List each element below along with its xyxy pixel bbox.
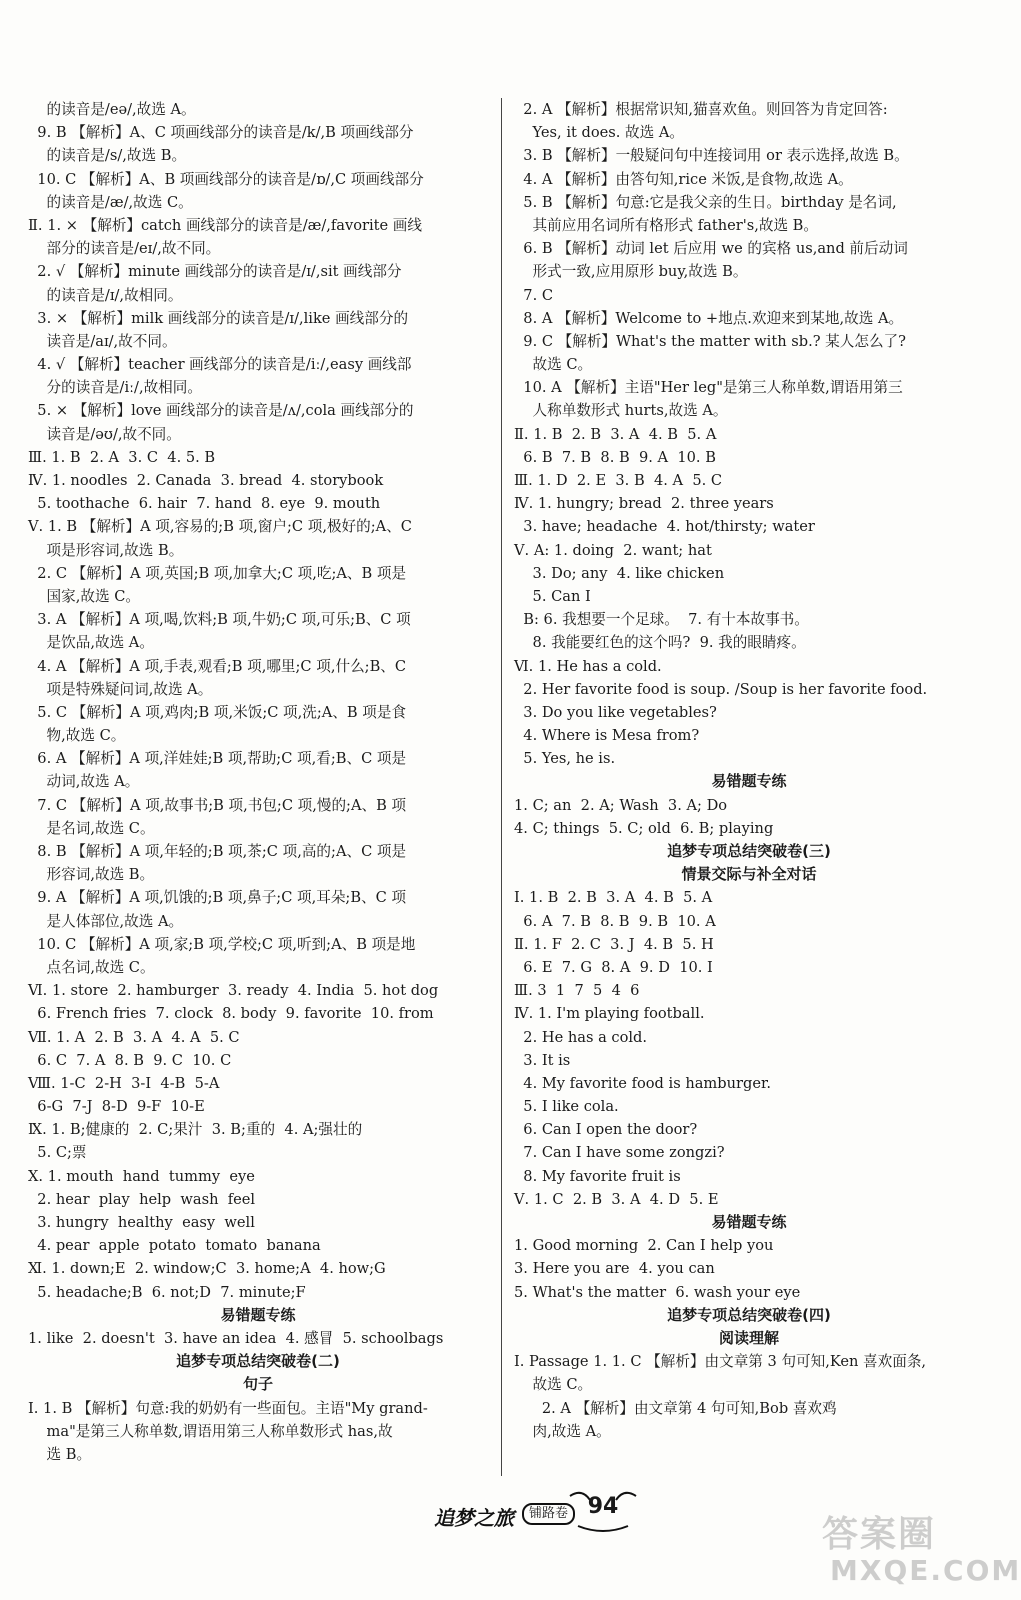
answer-line: 是人体部位,故选 A。 xyxy=(28,912,184,930)
section-heading: 情景交际与补全对话 xyxy=(681,865,817,884)
answer-line: 其前应用名词所有格形式 father's,故选 B。 xyxy=(514,216,818,234)
section-heading: 句子 xyxy=(242,1375,273,1394)
answer-line: 的读音是/ɪ/,故相同。 xyxy=(28,286,183,304)
answer-line: 3. Do you like vegetables? xyxy=(514,703,717,721)
answer-line: 5. Can I xyxy=(514,587,591,605)
answer-line: Ⅴ. 1. C 2. B 3. A 4. D 5. E xyxy=(514,1190,719,1208)
answer-line: 3. It is xyxy=(514,1051,571,1069)
answer-line: 5. What's the matter 6. wash your eye xyxy=(514,1283,801,1301)
answer-line: 1. Good morning 2. Can I help you xyxy=(514,1237,774,1255)
answer-line: 5. headache;B 6. not;D 7. minute;F xyxy=(28,1283,306,1301)
answer-line: 6-G 7-J 8-D 9-F 10-E xyxy=(28,1098,205,1116)
answer-line: 6. Can I open the door? xyxy=(514,1121,698,1139)
answer-line: 3. hungry healthy easy well xyxy=(28,1214,255,1231)
answer-line: Ⅴ. 1. B 【解析】A 项,容易的;B 项,窗户;C 项,极好的;A、C xyxy=(28,518,412,536)
answer-line: 读音是/əʊ/,故不同。 xyxy=(28,425,181,443)
answer-line: 7. C 【解析】A 项,故事书;B 项,书包;C 项,慢的;A、B 项 xyxy=(28,796,407,814)
answer-line: 是饮品,故选 A。 xyxy=(28,634,154,652)
answer-line: 3. A 【解析】A 项,喝,饮料;B 项,牛奶;C 项,可乐;B、C 项 xyxy=(28,611,411,629)
answer-line: 8. 我能要红色的这个吗? 9. 我的眼睛疼。 xyxy=(514,634,806,652)
answer-line: 的读音是/æ/,故选 C。 xyxy=(28,193,193,211)
watermark-top-text: 答案圈 xyxy=(822,1514,937,1555)
section-heading: 易错题专练 xyxy=(711,1213,787,1231)
answer-line: 4. pear apple potato tomato banana xyxy=(28,1237,321,1255)
answer-line: 4. C; things 5. C; old 6. B; playing xyxy=(514,819,774,837)
answer-line: 国家,故选 C。 xyxy=(28,587,140,605)
answer-line: 项是形容词,故选 B。 xyxy=(28,541,184,559)
answer-line: 6. A 7. B 8. B 9. B 10. A xyxy=(514,912,716,930)
section-heading: 易错题专练 xyxy=(711,772,787,791)
answer-line: 4. √ 【解析】teacher 画线部分的读音是/iː/,easy 画线部 xyxy=(28,356,412,374)
answer-line: 1. C; an 2. A; Wash 3. A; Do xyxy=(514,796,728,814)
answer-line: 2. Her favorite food is soup. /Soup is her favorite food. xyxy=(514,680,928,698)
answer-line: 部分的读音是/eɪ/,故不同。 xyxy=(28,240,221,258)
answer-line: Ⅺ. 1. down;E 2. window;C 3. home;A 4. how;G xyxy=(28,1260,386,1278)
answer-line: Ⅰ. 1. B 2. B 3. A 4. B 5. A xyxy=(514,889,713,907)
answer-line: 4. My favorite food is hamburger. xyxy=(514,1074,771,1092)
answer-line: 9. B 【解析】A、C 项画线部分的读音是/k/,B 项画线部分 xyxy=(28,124,414,142)
series-logo: 追梦之旅 xyxy=(434,1506,514,1530)
answer-line: Ⅳ. 1. hungry; bread 2. three years xyxy=(514,495,774,513)
answer-line: 3. Here you are 4. you can xyxy=(514,1260,715,1278)
answer-line: 6. C 7. A 8. B 9. C 10. C xyxy=(28,1051,232,1069)
answer-line: 是名词,故选 C。 xyxy=(28,819,155,837)
answer-line: 5. C 【解析】A 项,鸡肉;B 项,米饭;C 项,洗;A、B 项是食 xyxy=(28,703,407,721)
answer-line: 分的读音是/iː/,故相同。 xyxy=(28,379,202,397)
answer-line: 项是特殊疑问词,故选 A。 xyxy=(28,680,213,698)
answer-line: 3. Do; any 4. like chicken xyxy=(514,564,725,582)
answer-line: 7. Can I have some zongzi? xyxy=(514,1144,725,1162)
answer-line: 6. B 7. B 8. B 9. A 10. B xyxy=(514,448,716,466)
answer-line: 5. I like cola. xyxy=(514,1098,619,1116)
answer-line: 动词,故选 A。 xyxy=(28,773,140,791)
answer-line: 肉,故选 A。 xyxy=(514,1422,611,1440)
answer-line: Ⅵ. 1. store 2. hamburger 3. ready 4. India 5. hot dog xyxy=(28,982,439,1000)
page-number: 94 xyxy=(587,1494,619,1519)
answer-line: 2. He has a cold. xyxy=(514,1028,648,1046)
answer-line: 的读音是/eə/,故选 A。 xyxy=(28,101,196,118)
left-column xyxy=(28,98,488,1466)
answer-line: Ⅷ. 1-C 2-H 3-I 4-B 5-A xyxy=(28,1074,220,1092)
answer-line: 9. A 【解析】A 项,饥饿的;B 项,鼻子;C 项,耳朵;B、C 项 xyxy=(28,889,407,907)
answer-line: 9. C 【解析】What's the matter with sb.? 某人怎么了? xyxy=(514,332,906,350)
answer-line: 3. have; headache 4. hot/thirsty; water xyxy=(514,518,815,536)
watermark-bottom-text: MXQE.COM xyxy=(830,1554,1021,1587)
answer-line: 5. toothache 6. hair 7. hand 8. eye 9. mouth xyxy=(28,495,381,513)
section-heading: 追梦专项总结突破卷(二) xyxy=(176,1352,340,1371)
answer-line: Ⅳ. 1. I'm playing football. xyxy=(514,1005,705,1023)
answer-line: Ⅳ. 1. noodles 2. Canada 3. bread 4. storybook xyxy=(28,472,384,489)
answer-line: 5. C;票 xyxy=(28,1144,87,1162)
answer-line: 8. B 【解析】A 项,年轻的;B 项,茶;C 项,高的;A、C 项是 xyxy=(28,843,407,860)
answer-line: Ⅲ. 1. B 2. A 3. C 4. 5. B xyxy=(28,448,216,466)
answer-line: 故选 C。 xyxy=(514,356,593,374)
answer-line: Ⅲ. 1. D 2. E 3. B 4. A 5. C xyxy=(514,472,723,489)
answer-line: 人称单数形式 hurts,故选 A。 xyxy=(514,402,728,420)
answer-line: 8. A 【解析】Welcome to +地点.欢迎来到某地,故选 A。 xyxy=(514,309,904,327)
answer-line: 点名词,故选 C。 xyxy=(28,958,155,976)
answer-line: 物,故选 C。 xyxy=(28,727,126,745)
answer-line: Ⅵ. 1. He has a cold. xyxy=(514,657,662,675)
answer-line: 4. A 【解析】由答句知,rice 米饭,是食物,故选 A。 xyxy=(514,170,853,188)
answer-line: 4. Where is Mesa from? xyxy=(514,727,700,745)
answer-line: 7. C xyxy=(514,286,554,304)
answer-line: 3. × 【解析】milk 画线部分的读音是/ɪ/,like 画线部分的 xyxy=(28,309,409,327)
answer-line: 10. A 【解析】主语"Her leg"是第三人称单数,谓语用第三 xyxy=(514,379,903,397)
answer-line: Ⅱ. 1. F 2. C 3. J 4. B 5. H xyxy=(514,935,714,953)
answer-line: 10. C 【解析】A、B 项画线部分的读音是/ɒ/,C 项画线部分 xyxy=(28,170,424,188)
answer-line: 3. B 【解析】一般疑问句中连接词用 or 表示选择,故选 B。 xyxy=(514,147,909,165)
answer-line: 2. A 【解析】根据常识知,猫喜欢鱼。则回答为肯定回答: xyxy=(514,101,888,118)
answer-line: Ⅱ. 1. × 【解析】catch 画线部分的读音是/æ/,favorite 画线 xyxy=(28,216,422,234)
answer-line: Ⅱ. 1. B 2. B 3. A 4. B 5. A xyxy=(514,425,717,443)
answer-line: 读音是/aɪ/,故不同。 xyxy=(28,332,177,350)
answer-line: 形式一致,应用原形 buy,故选 B。 xyxy=(514,263,748,281)
answer-line: 6. French fries 7. clock 8. body 9. favorite 10. from xyxy=(28,1005,434,1023)
section-heading: 易错题专练 xyxy=(220,1305,296,1324)
answer-line: 4. A 【解析】A 项,手表,观看;B 项,哪里;C 项,什么;B、C xyxy=(28,657,407,675)
answer-line: 6. A 【解析】A 项,洋娃娃;B 项,帮助;C 项,看;B、C 项是 xyxy=(28,750,407,768)
page-number-badge xyxy=(566,1486,640,1534)
answer-line: 5. Yes, he is. xyxy=(514,750,616,768)
answer-line: Ⅸ. 1. B;健康的 2. C;果汁 3. B;重的 4. A;强壮的 xyxy=(28,1121,363,1139)
answer-line: 2. C 【解析】A 项,英国;B 项,加拿大;C 项,吃;A、B 项是 xyxy=(28,564,407,582)
answer-line: 2. A 【解析】由文章第 4 句可知,Bob 喜欢鸡 xyxy=(514,1399,837,1417)
answer-line: 6. B 【解析】动词 let 后应用 we 的宾格 us,and 前后动词 xyxy=(514,240,908,258)
answer-line: Yes, it does. 故选 A。 xyxy=(514,124,684,142)
answer-line: 2. √ 【解析】minute 画线部分的读音是/ɪ/,sit 画线部分 xyxy=(28,263,402,281)
answer-line: 的读音是/s/,故选 B。 xyxy=(28,147,187,165)
answer-line: 8. My favorite fruit is xyxy=(514,1167,681,1185)
answer-line: Ⅲ. 3 1 7 5 4 6 xyxy=(514,982,640,1000)
column-divider xyxy=(501,98,502,1476)
right-column xyxy=(514,98,984,1443)
series-badge: 铺路卷 xyxy=(522,1503,575,1525)
answer-line: Ⅹ. 1. mouth hand tummy eye xyxy=(28,1167,255,1185)
section-heading: 追梦专项总结突破卷(三) xyxy=(667,842,831,860)
answer-line: Ⅴ. A: 1. doing 2. want; hat xyxy=(514,541,712,559)
answer-line: 5. × 【解析】love 画线部分的读音是/ʌ/,cola 画线部分的 xyxy=(28,402,414,420)
section-heading: 阅读理解 xyxy=(718,1328,779,1347)
answer-line: 1. like 2. doesn't 3. have an idea 4. 感冒 5. schoolbags xyxy=(28,1329,444,1347)
answer-line: 5. B 【解析】句意:它是我父亲的生日。birthday 是名词, xyxy=(514,193,897,211)
answer-line: 2. hear play help wash feel xyxy=(28,1190,256,1208)
answer-line: 6. E 7. G 8. A 9. D 10. I xyxy=(514,958,713,976)
answer-line: 选 B。 xyxy=(28,1445,92,1463)
section-heading: 追梦专项总结突破卷(四) xyxy=(667,1305,831,1324)
answer-line: Ⅰ. Passage 1. 1. C 【解析】由文章第 3 句可知,Ken 喜欢面条, xyxy=(514,1353,927,1371)
answer-line: ma"是第三人称单数,谓语用第三人称单数形式 has,故 xyxy=(28,1422,393,1440)
answer-line: 10. C 【解析】A 项,家;B 项,学校;C 项,听到;A、B 项是地 xyxy=(28,935,416,953)
answer-line: Ⅰ. 1. B 【解析】句意:我的奶奶有一些面包。主语"My grand- xyxy=(28,1399,428,1417)
answer-line: 形容词,故选 B。 xyxy=(28,866,155,884)
answer-line: 故选 C。 xyxy=(514,1376,593,1394)
answer-line: Ⅶ. 1. A 2. B 3. A 4. A 5. C xyxy=(28,1028,240,1046)
watermark xyxy=(820,1506,1021,1596)
answer-line: B: 6. 我想要一个足球。 7. 有十本故事书。 xyxy=(514,611,809,629)
